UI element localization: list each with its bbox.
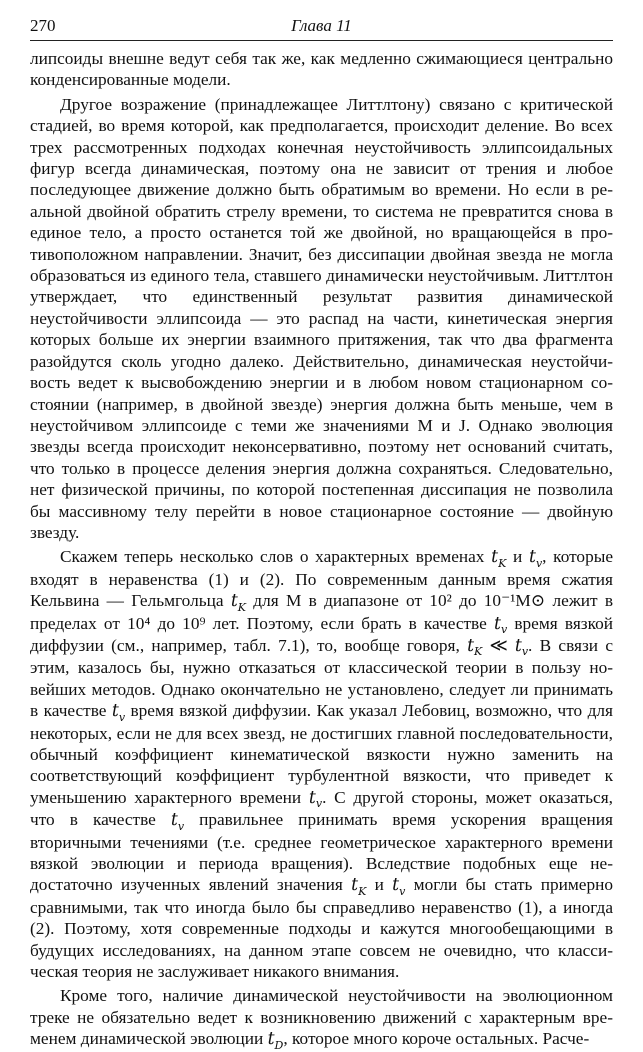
page-number: 270 [30,16,56,35]
paragraph-timescales: Скажем теперь несколько слов о характерных временах $t_K$ и $t_v$, которые входят в неравенства (1) и (2). По современным данным время сжатия Кельвина — Гельмгольца $t_K$ для M в диапазоне от 10² до 10⁻¹M⊙ лежит в пределах от 10⁴ до 10⁹ лет. Поэтому, если брать в качестве $t_v$ время вязкой диффузии (см., например, табл. 7.1), то, вообще говоря, $t_K$ ≪ $t_v$. В связи с этим, казалось бы, нужно отказаться от классической теории в пользу новейших методов. Однако окончательно не установлено, следует ли принимать в качестве $t_v$ время вязкой диффузии. Как указал Лебовиц, возможно, что для некоторых, если не для всех звезд, не достигших главной последовательности, обычный коэффициент кинематической вязкости нужно заменить на соответствующий коэффициент турбулентной вязкости, что приведет к уменьшению характерного времени $t_v$. С другой стороны, может оказаться, что в качестве $t_v$ правильнее принимать время ускорения вращения вторичными течениями (т.е. среднее геометрическое характерного времени вязкой эволюции и периода вращения). Вследствие подобных еще недостаточно изученных явлений значения $t_K$ и $t_v$ могли бы стать примерно сравнимыми, так что иногда было бы справедливо неравенство (1), а иногда (2). Поэтому, хотя современные подходы и кажутся многообещающими в будущих исследованиях, на данном этапе совсем не очевидно, что классическая теория не заслуживает никакого внимания. [30,547,614,982]
paragraph-dynamical-instability: Кроме того, наличие динамической неустойчивости на эволюционном треке не обязательно ведет к возникновению движений с характерным временем динамической эволюции $t_D$, которое много короче остальных. Расче- [30,986,613,1052]
paragraph-littleton-objection: Другое возражение (принадлежащее Литтлтону) связано с критической стадией, во время которой, как предполагается, происходит деление. Во всех трех рассмотренных подходах конечная неустойчивость эллипсоидальных фигур всегда динамическая, поэтому она не зависит от трения и любое последующее движение должно быть обратимым во времени. Но если в реальной двойной обратить стрелу времени, то система не превратится снова в единое тело, а просто останется той же двойной, но вращающейся в противоположном направлении. Значит, без диссипации двойная звезда не могла образоваться из единого тела, ставшего динамически неустойчивым. Литтлтон утверждает, что единственный результат развития динамической неустойчивости эллипсоида — это распад на части, кинетическая энергия которых больше их энергии взаимного притяжения, так что два фрагмента разойдутся сколь угодно далеко. Действительно, динамическая неустойчивость ведет к высвобождению энергии и в любом новом стационарном состоянии (например, в двойной звезде) энергия должна быть меньше, чем в неустойчивом эллипсоиде с теми же значениями M и J. Однако эволюция звезды всегда происходит неконсервативно, поэтому нет оснований считать, что только в процессе деления энергия должна сохраняться. Следовательно, нет физической причины, по которой постепенная диссипация не позволила бы массивному телу перейти в новое стационарное состояние — двойную звезду. [30,94,613,542]
page-body [30,48,613,1051]
page-header [30,14,613,41]
chapter-title: Глава 11 [291,16,352,35]
paragraph-continuation: липсоиды внешне ведут себя так же, как медленно сжимающиеся центрально конденсированные модели. [30,49,613,90]
